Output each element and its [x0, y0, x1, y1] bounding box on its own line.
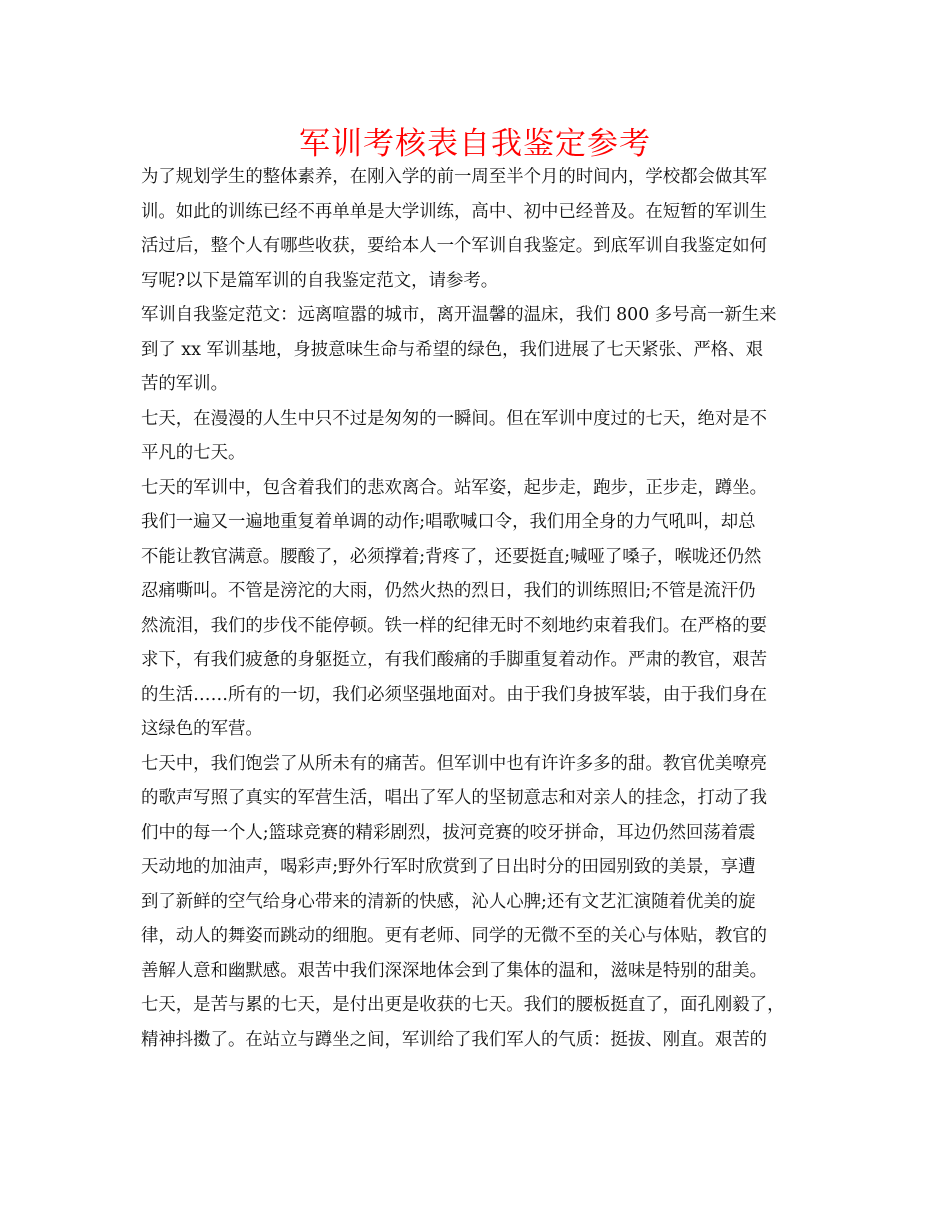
- text-line: 的生活……所有的一切，我们必须坚强地面对。由于我们身披军装，由于我们身在: [141, 684, 768, 705]
- text-line: 不能让教官满意。腰酸了，必须撑着;背疼了，还要挺直;喊哑了嗓子，喉咙还仍然: [141, 546, 762, 567]
- text-line: 的歌声写照了真实的军营生活，唱出了军人的坚韧意志和对亲人的挂念，打动了我: [141, 788, 768, 808]
- text-line: 天动地的加油声，喝彩声;野外行军时欣赏到了日出时分的田园别致的美景，享遭: [141, 857, 756, 877]
- text-line: 们中的每一个人;篮球竞赛的精彩剧烈，拔河竞赛的咬牙拼命，耳边仍然回荡着震: [141, 822, 756, 843]
- text-line: 忍痛嘶叫。不管是滂沱的大雨，仍然火热的烈日，我们的训练照旧;不管是流汗仍: [141, 581, 756, 601]
- text-line: 求下，有我们疲惫的身躯挺立，有我们酸痛的手脚重复着动作。严肃的教官，艰苦: [141, 650, 768, 670]
- text-line: 我们一遍又一遍地重复着单调的动作;唱歌喊口令，我们用全身的力气吼叫，却总: [141, 512, 756, 532]
- text-line: 苦的军训。: [141, 374, 228, 394]
- text-line: 为了规划学生的整体素养，在刚入学的前一周至半个月的时间内，学校都会做其军: [141, 167, 768, 187]
- document-title: 军训考核表自我鉴定参考: [299, 126, 651, 162]
- text-line: 七天的军训中，包含着我们的悲欢离合。站军姿，起步走，跑步，正步走，蹲坐。: [141, 477, 768, 498]
- text-line: 平凡的七天。: [141, 443, 246, 463]
- text-line: 七天，是苦与累的七天，是付出更是收获的七天。我们的腰板挺直了，面孔刚毅了，: [141, 995, 785, 1015]
- text-line: 军训自我鉴定范文：远离喧嚣的城市，离开温馨的温床，我们 800 多号高一新生来: [141, 305, 777, 325]
- text-line: 活过后，整个人有哪些收获，要给本人一个军训自我鉴定。到底军训自我鉴定如何: [141, 236, 768, 256]
- text-line: 七天中，我们饱尝了从所未有的痛苦。但军训中也有许许多多的甜。教官优美嘹亮: [141, 753, 768, 774]
- text-line: 律，动人的舞姿而跳动的细胞。更有老师、同学的无微不至的关心与体贴，教官的: [141, 926, 768, 946]
- text-line: 到了 xx 军训基地，身披意味生命与希望的绿色，我们进展了七天紧张、严格、艰: [141, 339, 763, 360]
- text-line: 精神抖擞了。在站立与蹲坐之间，军训给了我们军人的气质：挺拔、刚直。艰苦的: [141, 1029, 768, 1050]
- text-line: 到了新鲜的空气给身心带来的清新的快感，沁人心脾;还有文艺汇演随着优美的旋: [141, 891, 756, 912]
- text-line: 善解人意和幽默感。艰苦中我们深深地体会到了集体的温和，滋味是特别的甜美。: [141, 960, 768, 981]
- text-line: 七天，在漫漫的人生中只不过是匆匆的一瞬间。但在军训中度过的七天，绝对是不: [141, 408, 768, 429]
- text-line: 这绿色的军营。: [141, 719, 263, 739]
- text-line: 然流泪，我们的步伐不能停顿。铁一样的纪律无时不刻地约束着我们。在严格的要: [141, 615, 768, 636]
- document-body: [141, 160, 819, 1057]
- text-line: 训。如此的训练已经不再单单是大学训练，高中、初中已经普及。在短暂的军训生: [141, 201, 768, 222]
- text-line: 写呢?以下是篇军训的自我鉴定范文，请参考。: [141, 270, 499, 291]
